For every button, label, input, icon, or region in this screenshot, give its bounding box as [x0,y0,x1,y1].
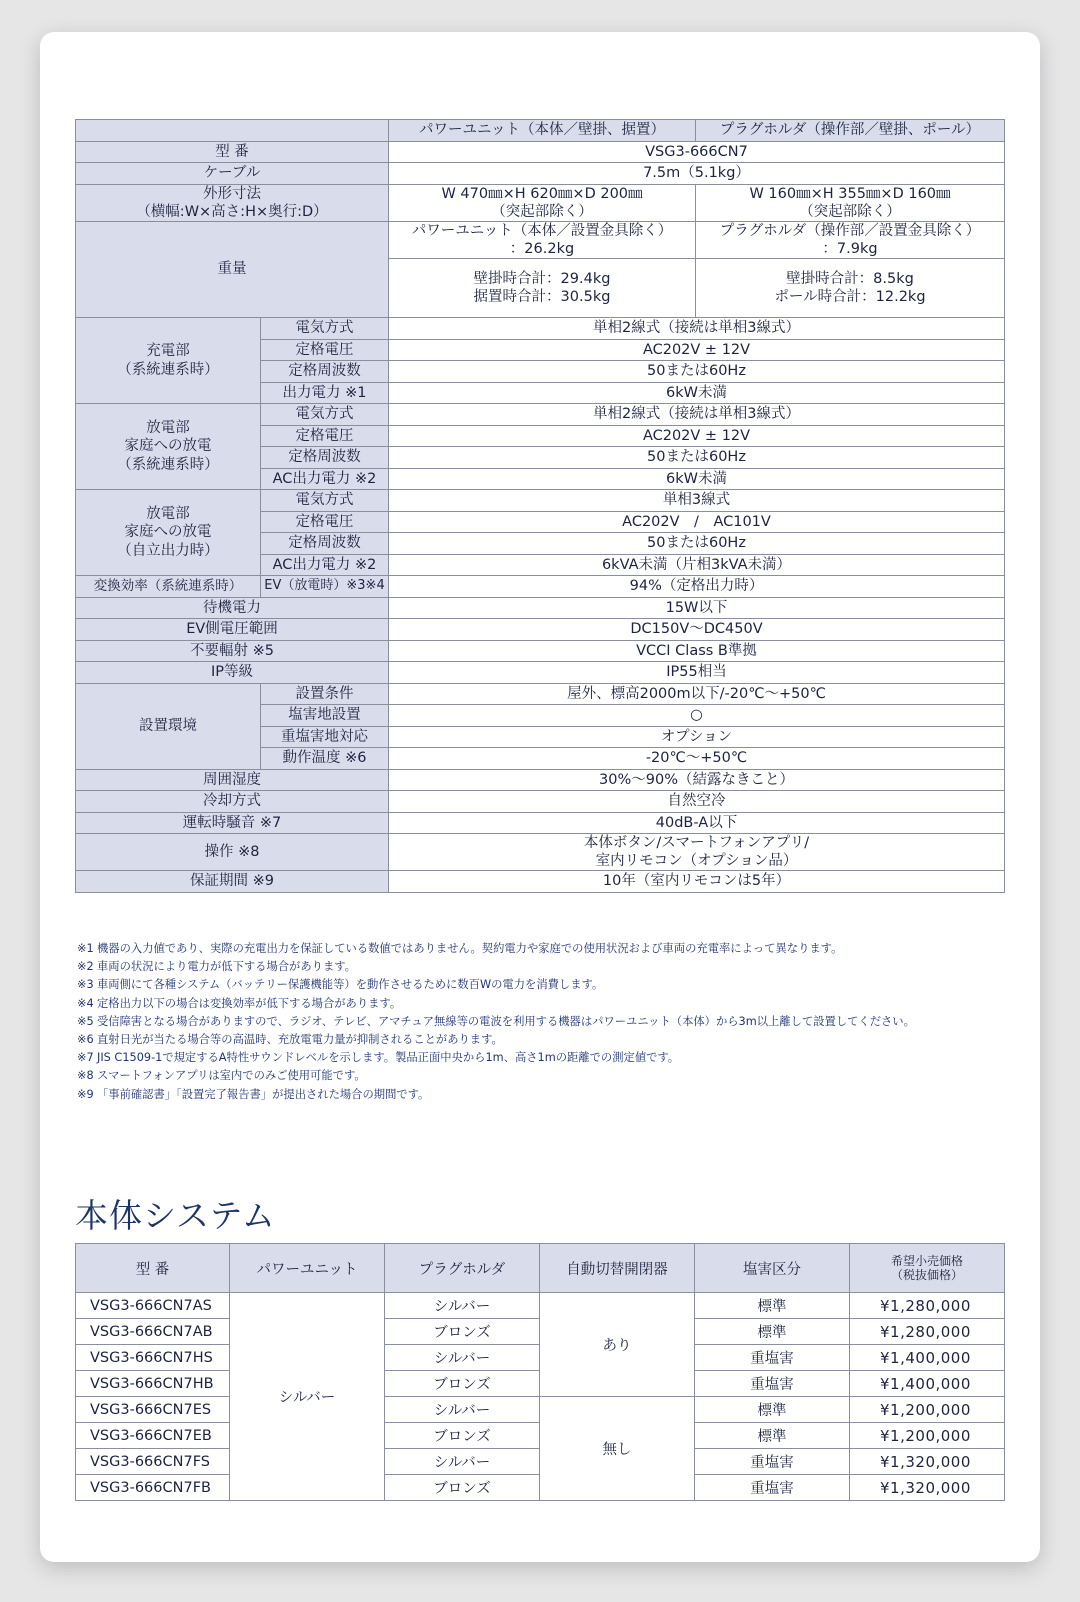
salt-cell: 標準 [695,1319,850,1345]
discharge-standalone-label-2: 定格周波数 [261,533,389,555]
efficiency-value: 94%（定格出力時） [389,576,1005,598]
discharge-grid-group: 放電部 家庭への放電 （系統連系時） [76,404,261,490]
charge-label-3: 出力電力 ※1 [261,382,389,404]
plug-cell: シルバー [385,1293,540,1319]
operation-label: 操作 ※8 [76,834,389,871]
footnotes [77,940,1037,1104]
dimensions-power: W 470㎜×H 620㎜×D 200㎜ （突起部除く） [389,184,696,221]
charge-label-0: 電気方式 [261,318,389,340]
discharge-standalone-label-0: 電気方式 [261,490,389,512]
discharge-standalone-value-1: AC202V / AC101V [389,511,1005,533]
charge-value-3: 6kW未満 [389,382,1005,404]
footnote: ※1 機器の入力値であり、実際の充電出力を保証している数値ではありません。契約電力や家庭での使用状況および車両の充電率によって異なります。 [77,942,843,955]
ip-value: IP55相当 [389,662,1005,684]
table-row [76,1397,1005,1423]
discharge-grid-value-1: AC202V ± 12V [389,425,1005,447]
cooling-value: 自然空冷 [389,791,1005,813]
dimensions-label: 外形寸法 （横幅:W×高さ:H×奥行:D） [76,184,389,221]
environment-value-0: 屋外、標高2000m以下/-20℃〜+50℃ [389,683,1005,705]
discharge-grid-value-2: 50または60Hz [389,447,1005,469]
switch-no-cell: 無し [540,1397,695,1501]
price-cell: ¥1,320,000 [850,1449,1005,1475]
system-table [75,1243,1005,1501]
price-cell: ¥1,400,000 [850,1345,1005,1371]
salt-cell: 重塩害 [695,1449,850,1475]
salt-cell: 重塩害 [695,1345,850,1371]
environment-label-3: 動作温度 ※6 [261,748,389,770]
charge-value-0: 単相2線式（接続は単相3線式） [389,318,1005,340]
environment-value-3: -20℃〜+50℃ [389,748,1005,770]
weight-label: 重量 [76,221,389,317]
price-cell: ¥1,200,000 [850,1423,1005,1449]
standby-label: 待機電力 [76,597,389,619]
price-cell: ¥1,280,000 [850,1319,1005,1345]
salt-cell: 重塩害 [695,1475,850,1501]
salt-cell: 重塩害 [695,1371,850,1397]
discharge-standalone-value-3: 6kVA未満（片相3kVA未満） [389,554,1005,576]
model-cell: VSG3-666CN7HB [76,1371,230,1397]
discharge-grid-label-2: 定格周波数 [261,447,389,469]
noise-label: 運転時騒音 ※7 [76,812,389,834]
model-cell: VSG3-666CN7AB [76,1319,230,1345]
discharge-grid-label-3: AC出力電力 ※2 [261,468,389,490]
emission-label: 不要輻射 ※5 [76,640,389,662]
charge-value-2: 50または60Hz [389,361,1005,383]
plug-cell: シルバー [385,1397,540,1423]
plug-cell: ブロンズ [385,1423,540,1449]
warranty-label: 保証期間 ※9 [76,871,389,893]
plug-cell: ブロンズ [385,1475,540,1501]
emission-value: VCCI Class B準拠 [389,640,1005,662]
discharge-grid-value-0: 単相2線式（接続は単相3線式） [389,404,1005,426]
discharge-standalone-group: 放電部 家庭への放電 （自立出力時） [76,490,261,576]
salt-cell: 標準 [695,1293,850,1319]
header-plug-holder: プラグホルダ [385,1244,540,1293]
model-label: 型 番 [76,141,389,163]
humidity-label: 周囲湿度 [76,769,389,791]
model-cell: VSG3-666CN7AS [76,1293,230,1319]
plug-cell: シルバー [385,1449,540,1475]
humidity-value: 30%〜90%（結露なきこと） [389,769,1005,791]
footnote: ※7 JIS C1509-1で規定するA特性サウンドレベルを示します。製品正面中央から1m、高さ1mの距離での測定値です。 [77,1051,680,1065]
salt-cell: 標準 [695,1423,850,1449]
discharge-standalone-value-2: 50または60Hz [389,533,1005,555]
model-value: VSG3-666CN7 [389,141,1005,163]
discharge-standalone-value-0: 単相3線式 [389,490,1005,512]
plug-cell: ブロンズ [385,1319,540,1345]
model-cell: VSG3-666CN7HS [76,1345,230,1371]
model-cell: VSG3-666CN7ES [76,1397,230,1423]
price-cell: ¥1,400,000 [850,1371,1005,1397]
environment-value-1: ○ [389,705,1005,727]
plug-cell: シルバー [385,1345,540,1371]
ip-label: IP等級 [76,662,389,684]
cable-value: 7.5m（5.1kg） [389,163,1005,185]
salt-cell: 標準 [695,1397,850,1423]
warranty-value: 10年（室内リモコンは5年） [389,871,1005,893]
operation-value: 本体ボタン/スマートフォンアプリ/ 室内リモコン（オプション品） [389,834,1005,871]
cable-label: ケーブル [76,163,389,185]
environment-value-2: オプション [389,726,1005,748]
col-power-unit: パワーユニット（本体／壁掛、据置） [389,120,696,142]
environment-label-0: 設置条件 [261,683,389,705]
col-plug-holder: プラグホルダ（操作部／壁掛、ポール） [696,120,1005,142]
ev-voltage-label: EV側電圧範囲 [76,619,389,641]
model-cell: VSG3-666CN7EB [76,1423,230,1449]
header-model: 型 番 [76,1244,230,1293]
spec-corner [76,120,389,142]
price-cell: ¥1,320,000 [850,1475,1005,1501]
ev-voltage-value: DC150V〜DC450V [389,619,1005,641]
footnote: ※3 車両側にて各種システム（バッテリー保護機能等）を動作させるために数百Wの電力を消費します。 [77,978,604,992]
weight-plug: プラグホルダ（操作部／設置金具除く） ：7.9kg [696,221,1005,258]
discharge-grid-value-3: 6kW未満 [389,468,1005,490]
weight-plug-total: 壁掛時合計：8.5kg ポール時合計：12.2kg [696,259,1005,318]
charge-label-2: 定格周波数 [261,361,389,383]
footnote: ※2 車両の状況により電力が低下する場合があります。 [77,960,356,974]
header-price: 希望小売価格 （税抜価格） [850,1244,1005,1293]
system-title: 本体システム [75,1196,276,1235]
footnote: ※4 定格出力以下の場合は変換効率が低下する場合があります。 [77,996,402,1010]
spec-table [75,119,1005,893]
cooling-label: 冷却方式 [76,791,389,813]
table-row [76,1293,1005,1319]
model-cell: VSG3-666CN7FS [76,1449,230,1475]
noise-value: 40dB-A以下 [389,812,1005,834]
switch-yes-cell: あり [540,1293,695,1397]
efficiency-label: 変換効率（系統連系時） [76,576,261,598]
environment-group: 設置環境 [76,683,261,769]
efficiency-sub: EV（放電時）※3※4 [261,576,389,598]
price-cell: ¥1,200,000 [850,1397,1005,1423]
footnote: ※9 「事前確認書」「設置完了報告書」が提出された場合の期間です。 [77,1087,430,1101]
spec-header-row [76,120,1005,142]
header-switch: 自動切替開閉器 [540,1244,695,1293]
price-cell: ¥1,280,000 [850,1293,1005,1319]
dimensions-plug: W 160㎜×H 355㎜×D 160㎜ （突起部除く） [696,184,1005,221]
discharge-grid-label-0: 電気方式 [261,404,389,426]
discharge-grid-label-1: 定格電圧 [261,425,389,447]
power-unit-cell: シルバー [230,1293,385,1501]
footnote: ※8 スマートフォンアプリは室内でのみご使用可能です。 [77,1069,366,1083]
discharge-standalone-label-3: AC出力電力 ※2 [261,554,389,576]
weight-power-total: 壁掛時合計：29.4kg 据置時合計：30.5kg [389,259,696,318]
environment-label-2: 重塩害地対応 [261,726,389,748]
footnote: ※6 直射日光が当たる場合等の高温時、充放電電力量が抑制されることがあります。 [77,1033,503,1047]
standby-value: 15W以下 [389,597,1005,619]
header-power-unit: パワーユニット [230,1244,385,1293]
charge-value-1: AC202V ± 12V [389,339,1005,361]
environment-label-1: 塩害地設置 [261,705,389,727]
charge-label-1: 定格電圧 [261,339,389,361]
header-salt: 塩害区分 [695,1244,850,1293]
charge-group: 充電部 （系統連系時） [76,318,261,404]
system-header-row [76,1244,1005,1293]
plug-cell: ブロンズ [385,1371,540,1397]
discharge-standalone-label-1: 定格電圧 [261,511,389,533]
weight-power: パワーユニット（本体／設置金具除く） ：26.2kg [389,221,696,258]
footnote: ※5 受信障害となる場合がありますので、ラジオ、テレビ、アマチュア無線等の電波を利用する機器はパワーユニット（本体）から3m以上離して設置してください。 [77,1014,915,1028]
model-cell: VSG3-666CN7FB [76,1475,230,1501]
